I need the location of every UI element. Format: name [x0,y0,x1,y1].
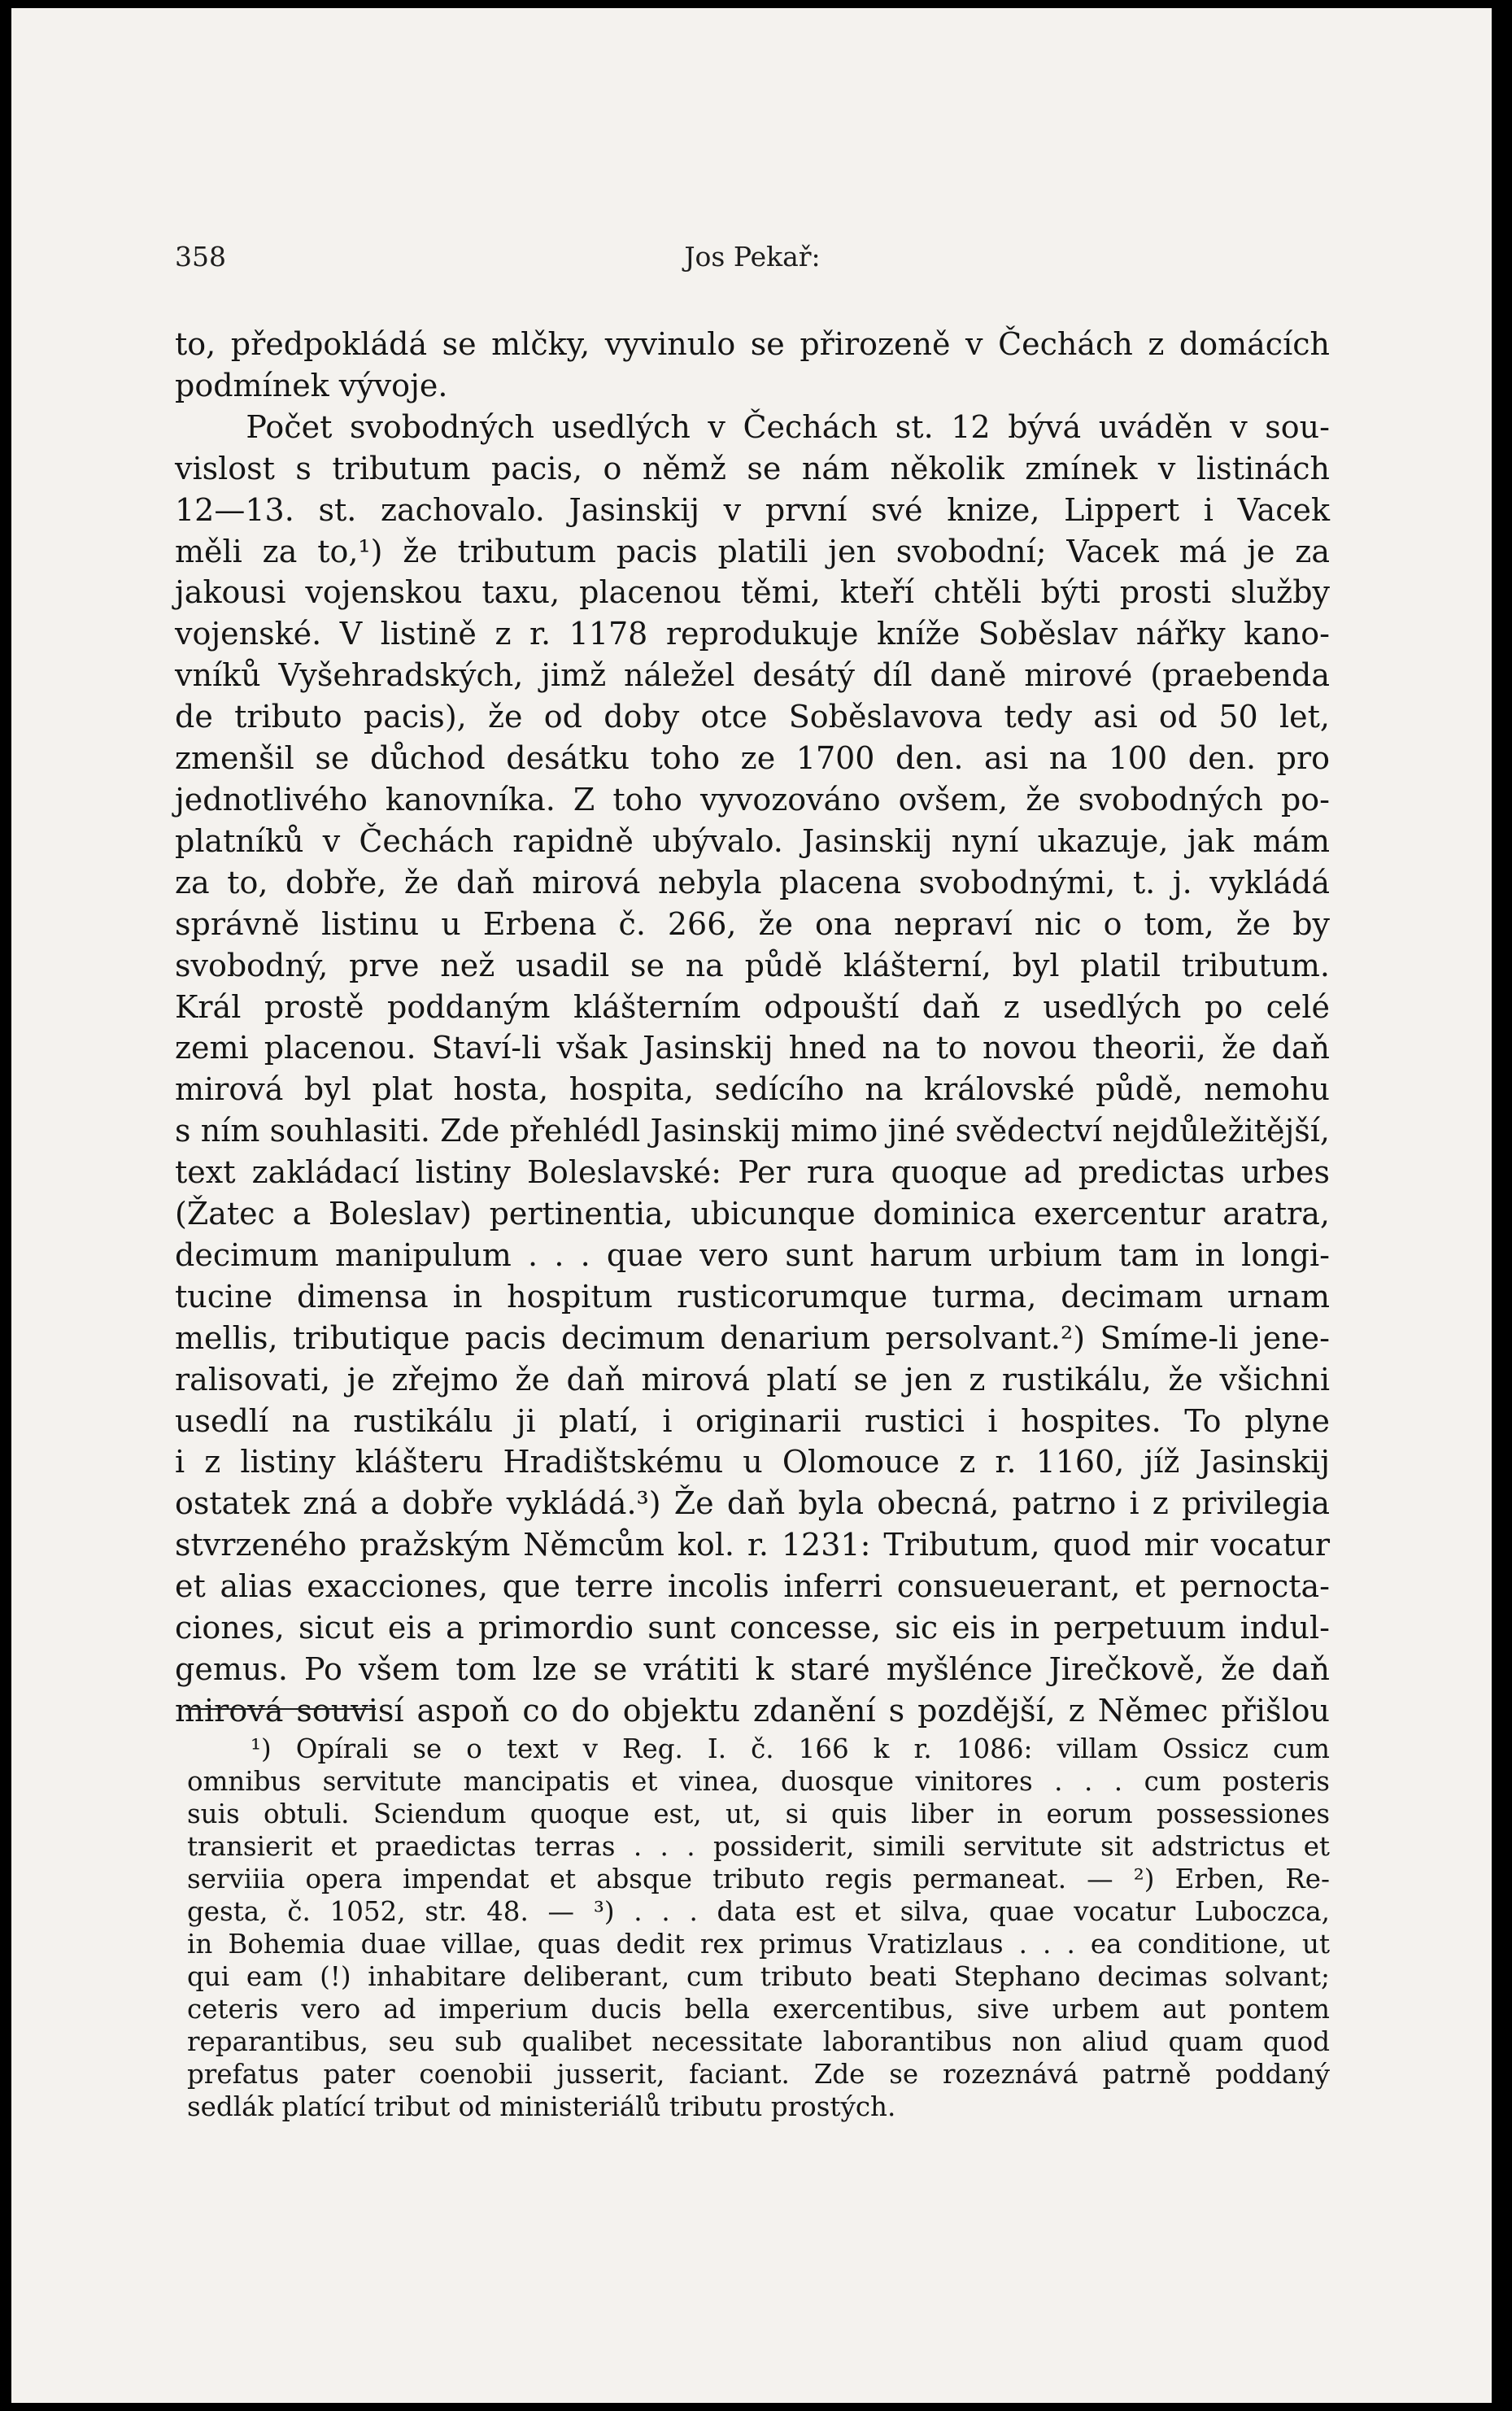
main-text [175,324,1330,1732]
text-line: decimum manipulum . . . quae vero sunt harum urbium tam in longi- [175,1236,1330,1273]
text-line: 12—13. st. zachovalo. Jasinskij v první své knize, Lippert i Vacek [175,491,1330,528]
footnote-line: serviiia opera impendat et absque tributo regis permaneat. — ²) Erben, Re- [187,1864,1330,1894]
text-line: mirová souvisí aspoň co do objektu zdanění s pozdější, z Němec přišlou [175,1692,1330,1729]
text-line: zemi placenou. Staví-li však Jasinskij hned na to novou theorii, že daň [175,1030,1330,1066]
footnote-line: in Bohemia duae villae, quas dedit rex primus Vratizlaus . . . ea conditione, ut [187,1929,1330,1960]
text-line: vníků Vyšehradských, jimž náležel desátý díl daně mirové (praebenda [175,657,1330,694]
text-line: de tributo pacis), že od doby otce Soběslavova tedy asi od 50 let, [175,699,1330,735]
text-line: usedlí na rustikálu ji platí, i originarii rustici i hospites. To plyne [175,1402,1330,1439]
footnote-line: transierit et praedictas terras . . . possiderit, simili servitute sit adstrictus et [187,1831,1330,1862]
text-line: zmenšil se důchod desátku toho ze 1700 den. asi na 100 den. pro [175,740,1330,777]
text-line: to, předpokládá se mlčky, vyvinulo se přirozeně v Čechách z domácích [175,326,1330,362]
text-line: (Žatec a Boleslav) pertinentia, ubicunque dominica exercentur aratra, [175,1196,1330,1232]
text-line: vislost s tributum pacis, o němž se nám několik zmínek v listinách [175,450,1330,486]
text-line: správně listinu u Erbena č. 266, že ona nepraví nic o tom, že by [175,905,1330,942]
text-line: jakousi vojenskou taxu, placenou těmi, kteří chtěli býti prosti služby [175,574,1330,611]
paragraph [175,324,1330,407]
text-line: et alias exacciones, que terre incolis inferri consueuerant, et pernocta- [175,1568,1330,1605]
text-line: i z listiny klášteru Hradištskému u Olomouce z r. 1160, jíž Jasinskij [175,1444,1330,1480]
text-line: text zakládací listiny Boleslavské: Per rura quoque ad predictas urbes [175,1154,1330,1191]
page-number: 358 [175,241,226,272]
text-line: mirová byl plat hosta, hospita, sedícího na královské půdě, nemohu [175,1071,1330,1108]
footnote-line: reparantibus, seu sub qualibet necessitate laborantibus non aliud quam quod [187,2026,1330,2057]
footnote-line: sedlák platící tribut od ministeriálů tributu prostých. [187,2091,896,2122]
text-line: vojenské. V listině z r. 1178 reprodukuje kníže Soběslav nářky kano- [175,616,1330,652]
text-line: s ním souhlasiti. Zde přehlédl Jasinskij mimo jiné svědectví nejdůležitější, [175,1113,1330,1149]
text-line: jednotlivého kanovníka. Z toho vyvozováno ovšem, že svobodných po- [175,781,1330,817]
text-line: ciones, sicut eis a primordio sunt concesse, sic eis in perpetuum indul- [175,1610,1330,1646]
text-line: mellis, tributique pacis decimum denarium persolvant.²) Smíme-li jene- [175,1319,1330,1356]
text-line: tucine dimensa in hospitum rusticorumque turma, decimam urnam [175,1278,1330,1314]
text-line: měli za to,¹) že tributum pacis platili jen svobodní; Vacek má je za [175,533,1330,569]
footnote-line: ¹) Opírali se o text v Reg. I. č. 166 k r. 1086: villam Ossicz cum [251,1733,1330,1764]
footnote-line: gesta, č. 1052, str. 48. — ³) . . . data est et silva, quae vocatur Luboczca, [187,1896,1330,1927]
footnote-line: qui eam (!) inhabitare deliberant, cum tributo beati Stephano decimas solvant; [187,1961,1330,1992]
text-line: gemus. Po všem tom lze se vrátiti k staré myšlénce Jirečkově, že daň [175,1651,1330,1687]
footnotes [187,1733,1330,2123]
footnote-line: prefatus pater coenobii jusserit, faciant. Zde se rozeznává patrně poddaný [187,2059,1330,2090]
text-line: svobodný, prve než usadil se na půdě klášterní, byl platil tributum. [175,947,1330,983]
page-header [175,241,1330,281]
text-line: stvrzeného pražským Němcům kol. r. 1231: Tributum, quod mir vocatur [175,1527,1330,1563]
paragraph [175,407,1330,1732]
text-line: ostatek zná a dobře vykládá.³) Že daň byla obecná, patrno i z privilegia [175,1485,1330,1522]
footnote-divider [185,1708,376,1710]
text-line: za to, dobře, že daň mirová nebyla placena svobodnými, t. j. vykládá [175,864,1330,900]
running-title: Jos Pekař: [684,241,821,272]
text-line: platníků v Čechách rapidně ubývalo. Jasinskij nyní ukazuje, jak mám [175,822,1330,859]
footnote-line: ceteris vero ad imperium ducis bella exercentibus, sive urbem aut pontem [187,1994,1330,2025]
text-line: Král prostě poddaným klášterním odpouští daň z usedlých po celé [175,988,1330,1025]
footnote-line: omnibus servitute mancipatis et vinea, duosque vinitores . . . cum posteris [187,1766,1330,1797]
text-line: Počet svobodných usedlých v Čechách st. 12 bývá uváděn v sou- [246,408,1330,445]
text-line: ralisovati, je zřejmo že daň mirová platí se jen z rustikálu, že všichni [175,1361,1330,1397]
text-line: podmínek vývoje. [175,367,448,403]
footnote-line: suis obtuli. Sciendum quoque est, ut, si quis liber in eorum possessiones [187,1798,1330,1829]
